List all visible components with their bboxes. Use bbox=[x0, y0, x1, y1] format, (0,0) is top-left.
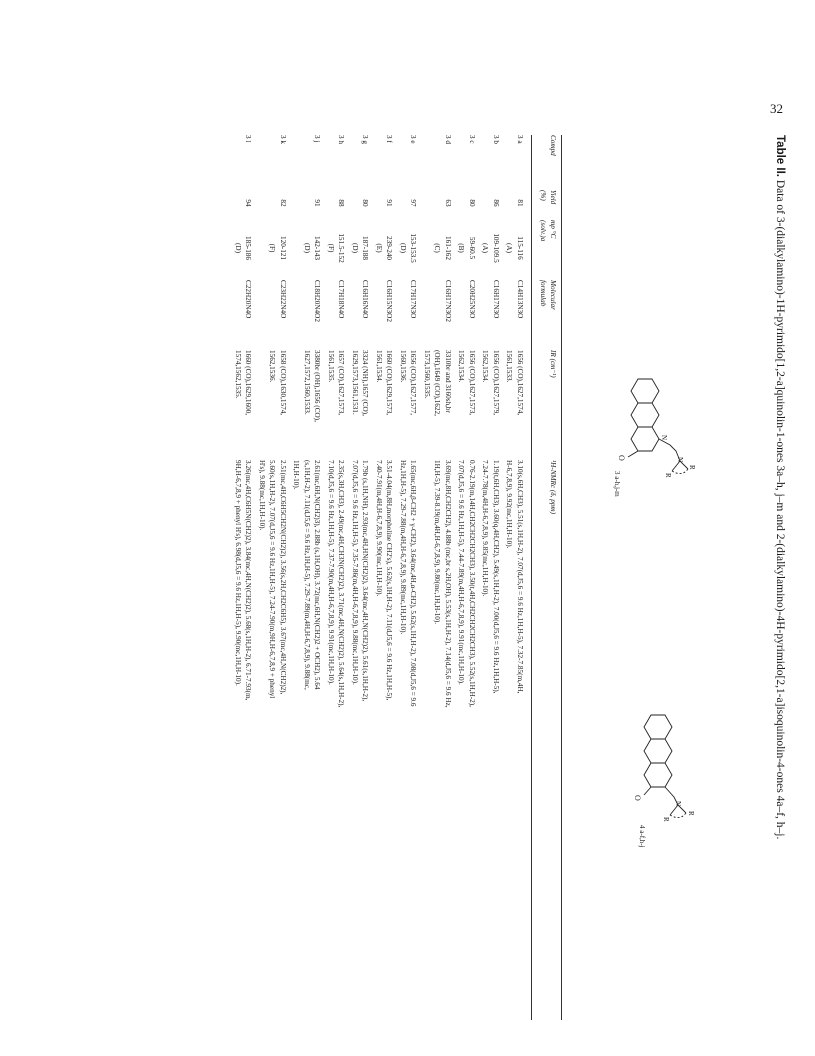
cell-yield: 97 bbox=[409, 199, 418, 207]
header-formula: Molecular formulab bbox=[539, 280, 557, 310]
table-row bbox=[230, 135, 254, 1020]
cell-formula: C16H15N3O2 bbox=[385, 280, 394, 322]
cell-formula: C16H17N3O bbox=[492, 280, 500, 319]
table-row bbox=[453, 135, 477, 1020]
structure-3-label: 3 a-h,j-m bbox=[613, 471, 621, 497]
atom-r-left-1: R bbox=[688, 465, 696, 470]
cell-yield: 80 bbox=[361, 199, 370, 207]
data-table bbox=[230, 135, 526, 1020]
cell-formula: C18H20N4O2 bbox=[313, 280, 322, 322]
cell-nmr: 3.69(mc,8H,CH2CH2), 4.88b (mc,br s,2H,OH), 5.53(s,1H,H-2), 7.14(d,J5,6 = 9.6 Hz, 1H,H-5), 7.39-8.19(m,4H,H-6,7,8,9), 9.80(mc,1H,H-10). bbox=[433, 460, 452, 708]
atom-n-left-2: N bbox=[676, 457, 684, 463]
header-mp: mp °C (solv.)a bbox=[539, 220, 557, 242]
table-row bbox=[477, 135, 501, 1020]
table-row bbox=[347, 135, 371, 1020]
table-row bbox=[371, 135, 395, 1020]
cell-formula: C20H25N3O bbox=[468, 280, 476, 319]
caption-label: Table II. bbox=[774, 135, 786, 177]
cell-ir: 1656 (CO),1627,1577, 1560,1536. bbox=[399, 350, 418, 416]
atom-r-right-2: R bbox=[662, 817, 670, 822]
header-yield: Yield (%) bbox=[539, 190, 557, 205]
header-nmr: ¹H-NMRc (δ, ppm) bbox=[549, 460, 557, 514]
cell-compd: 3 e bbox=[409, 135, 418, 144]
cell-compd: 3 d bbox=[444, 135, 452, 144]
cell-ir: 1656 (CO),1627,1573, 1562,1534. bbox=[457, 350, 476, 416]
cell-ir: 1658 (CO),1630,1574, 1562,1536. bbox=[268, 350, 287, 416]
caption-text: Data of 3-(dialkylamino)-1H-pyrimido[1,2-a]quinolin-1-ones 3a–h, j–m and 2-(dialkylamino)-4H-pyrimido[2,1-a]isoquinolin-4-ones 4a–f, h–j. bbox=[774, 179, 786, 840]
cell-compd: 3 h bbox=[337, 135, 346, 144]
table-header bbox=[538, 135, 558, 1020]
atom-n-right: N bbox=[674, 801, 682, 807]
cell-mp: 185-186 (D) bbox=[234, 236, 253, 260]
cell-mp: 153-153.5 (D) bbox=[399, 233, 418, 263]
structure-4-label: 4 a-f,h-j bbox=[638, 825, 646, 848]
cell-compd: 3 f bbox=[385, 135, 394, 143]
cell-ir: 3310br and 3160sh,br (OH),1649 (CO),1622, 1573,1560,1535. bbox=[423, 350, 452, 416]
cell-yield: 91 bbox=[313, 199, 322, 207]
cell-compd: 3 j bbox=[313, 135, 322, 143]
cell-ir: 3324 (NH),1657 (CO), 1629,1573,1561,1531. bbox=[351, 350, 370, 416]
cell-mp: 151.5-152 (F) bbox=[327, 233, 346, 263]
cell-formula: C16H17N3O2 bbox=[444, 280, 452, 322]
cell-nmr: 1.19(t,6H,CH3), 3.60(q,4H,CH2), 5.49(s,1H,H-2), 7.00(d,J5,6 = 9.6 Hz,1H,H-5), 7.24-7.78(m,4H,H-6,7,8,9), 9.85(mc,1H,H-10). bbox=[481, 460, 500, 694]
cell-ir: 1660 (CO),1629,1573, 1561,1534. bbox=[375, 350, 394, 416]
cell-formula: C16H16N4O bbox=[361, 280, 370, 319]
table-row bbox=[395, 135, 419, 1020]
cell-compd: 3 b bbox=[492, 135, 500, 144]
cell-ir: 1656 (CO),1627,1579, 1562,1534. bbox=[481, 350, 500, 416]
structure-figure bbox=[540, 135, 790, 1025]
cell-compd: 3 c bbox=[468, 135, 476, 144]
table-header-rule bbox=[531, 135, 532, 1020]
cell-ir: 1657 (CO),1627,1573, 1561,1535. bbox=[327, 350, 346, 416]
cell-formula: C14H13N3O bbox=[516, 280, 524, 319]
cell-yield: 86 bbox=[492, 199, 500, 207]
cell-nmr: 2.35(s,3H,CH3), 2.49(mc,4H,CH3N(CH2)2), 3.71(mc,4H,N(CH2)2), 5.64(s,1H,H-2), 7.10(d,J5,6 = 9.6 Hz,1H,H-5), 7.37-7.90(m,4H,H-6,7,8,9), 9.91(mc,1H,H-10). bbox=[327, 460, 346, 708]
cell-nmr: 2.51(mc,4H,C6H5CH2N(CH2)2), 3.56(s,2H,CH2C6H5), 3.67(mc,4H,N(CH2)2), 5.60(s,1H,H-2), 7.07(d,J5,6 = 9.6 Hz,1H,H-5), 7.24-7.90(m,9H,H-6,7,8,9 + phenyl H's), 9.88(mc,1H,H-10). bbox=[258, 460, 287, 699]
cell-compd: 3 g bbox=[361, 135, 370, 144]
cell-yield: 63 bbox=[444, 199, 452, 207]
table-row bbox=[501, 135, 525, 1020]
cell-mp: 239-240 (E) bbox=[375, 236, 394, 260]
header-compd: Compd bbox=[549, 135, 557, 156]
atom-o-right: O bbox=[633, 795, 642, 801]
table-row bbox=[288, 135, 323, 1020]
cell-mp: 187-188 (D) bbox=[351, 236, 370, 260]
cell-yield: 88 bbox=[337, 199, 346, 207]
cell-nmr: 3.10(s,6H,CH3), 5.51(s,1H,H-2), 7.07(d,J5,6 = 9.6 Hz,1H,H-5), 7.32-7.85(m,4H, H-6,7,8,9), 9.92(mc,1H,H-10). bbox=[505, 460, 524, 694]
cell-formula: C22H20N4O bbox=[244, 280, 253, 319]
atom-r-left-2: R bbox=[664, 473, 672, 478]
cell-yield: 91 bbox=[385, 199, 394, 207]
table-row bbox=[254, 135, 289, 1020]
cell-yield: 80 bbox=[468, 199, 476, 207]
cell-yield: 82 bbox=[279, 199, 287, 207]
cell-nmr: 1.79b (s,1H,NH), 2.93(mc,4H,HN(CH2)2), 3.64(mc,4H,N(CH2)2), 5.61(s,1H,H-2), 7.07(d,J5,6 = 9.6 Hz,1H,H-5), 7.35-7.86(m,4H,H-6,7,8,9), 9.88(mc,1H,H-10). bbox=[351, 460, 370, 702]
table-top-rule bbox=[561, 135, 562, 1020]
table-row bbox=[323, 135, 347, 1020]
cell-compd: 3 k bbox=[279, 135, 287, 144]
cell-nmr: 2.61(mc,6H,N(CH2)3), 2.88b (s,1H,OH), 3.72(mc,6H,N(CH2)2 + OCH2), 5.64 (s,1H,H-2), 7.11(d,J5,6 = 9.6 Hz,1H,H-5), 7.29-7.89(m,4H,H-6,7,8,9), 9.88(mc, 1H,H-10). bbox=[292, 460, 322, 690]
cell-ir: 3380br (OH),1656 (CO), 1627,1572,1560,1533. bbox=[303, 350, 322, 422]
cell-mp: 120-121 (F) bbox=[268, 236, 287, 260]
cell-nmr: 1.65(mc,6H,β-CH2 + γ-CH2), 3.64(mc,4H,α-CH2), 5.62(s,1H,H-2), 7.08(d,J5,6 = 9.6 Hz,1H,H-5), 7.29-7.88(m,4H,H-6,7,8,9), 9.89(mc,1H,H-10). bbox=[399, 460, 418, 707]
cell-ir: 1656 (CO),1627,1574, 1561,1533. bbox=[505, 350, 524, 416]
table-row bbox=[419, 135, 454, 1020]
cell-ir: 1660 (CO),1629,1600, 1574,1562,1535. bbox=[234, 350, 253, 416]
atom-o-left: O bbox=[617, 455, 626, 461]
cell-formula: C17H17N3O bbox=[409, 280, 418, 319]
rotated-table-page bbox=[70, 135, 790, 1025]
cell-yield: 81 bbox=[516, 199, 524, 207]
cell-mp: 59-60.5 (B) bbox=[457, 236, 476, 260]
cell-mp: 109-109.5 (A) bbox=[481, 233, 500, 263]
cell-formula: C17H18N4O bbox=[337, 280, 346, 319]
cell-mp: 161-162 (C) bbox=[433, 236, 452, 260]
cell-formula: C23H22N4O bbox=[279, 280, 287, 319]
cell-nmr: 3.51-4.04(m,8H,morpholine CH2's), 5.62(s,1H,H-2), 7.11(d,J5,6 = 9.6 Hz,1H,H-5), 7.40-7.91(m,4H,H-6,7,8,9), 9.90(mc,1H,H-10). bbox=[375, 460, 394, 701]
header-ir: IR (cm⁻¹) bbox=[549, 350, 557, 378]
cell-compd: 3 l bbox=[244, 135, 253, 143]
page-number: 32 bbox=[770, 101, 783, 116]
cell-nmr: 0.76-2.19(m,14H,CH2CH2CH2CH3), 3.50(t,4H,CH2CH2CH2CH3), 5.52(s,1H,H-2), 7.07(d,J5,6 = 9.6 Hz,1H,H-5), 7.44-7.89(m,4H,H-6,7,8,9), 9.91(mc,1H,H-10). bbox=[457, 460, 476, 707]
cell-compd: 3 a bbox=[516, 135, 524, 144]
cell-yield: 94 bbox=[244, 199, 253, 207]
atom-r-right-1: R bbox=[687, 811, 695, 816]
cell-mp: 142-143 (D) bbox=[303, 236, 322, 260]
cell-nmr: 3.26(mc,4H,C6H5N(CH2)2), 3.84(mc,4H,N(CH2)2), 5.68(s,1H,H-2), 6.71-7.93(m, 9H,H-6,7,8,9 + phenyl H's), 6.98(d,J5,6 = 9.6 Hz,1H,H-5), 9.90(mc,1H,H-10). bbox=[234, 460, 253, 701]
atom-n-left: N bbox=[660, 435, 668, 441]
cell-mp: 115-116 (A) bbox=[505, 236, 524, 260]
